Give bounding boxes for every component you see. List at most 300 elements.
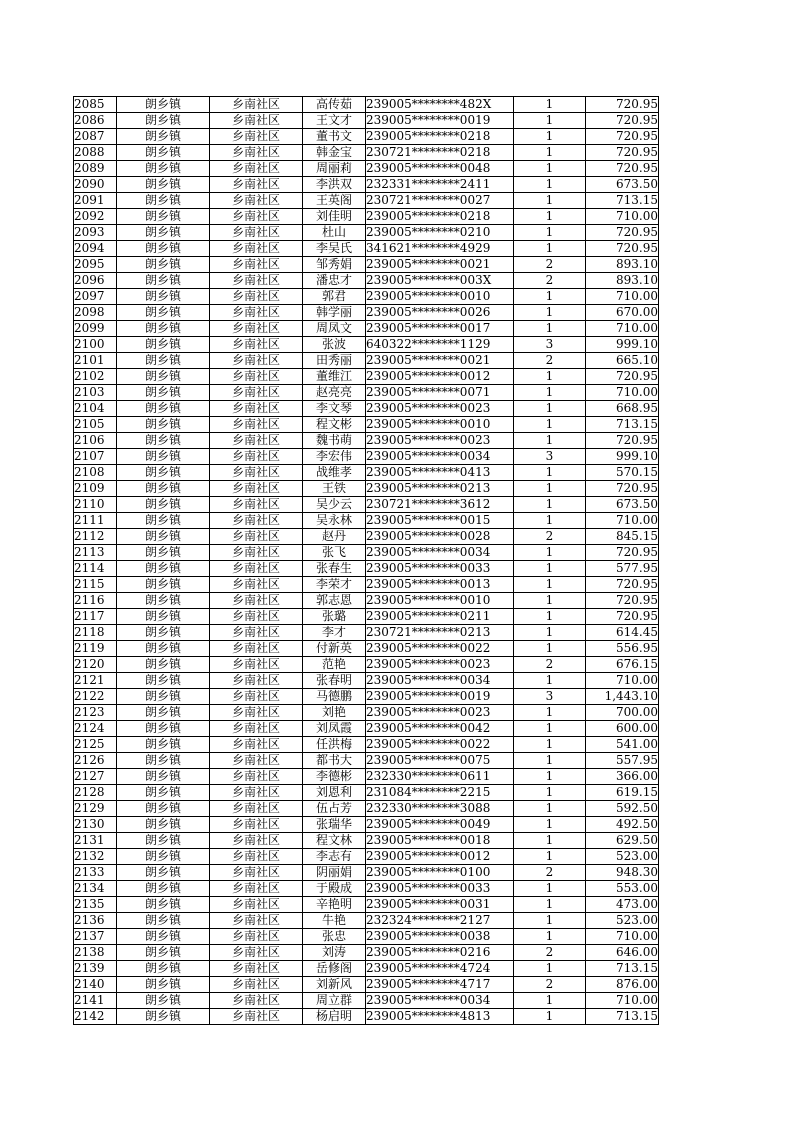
- community-cell: 乡南社区: [210, 753, 303, 769]
- town-cell: 朗乡镇: [117, 241, 210, 257]
- person-name-cell: 程文林: [303, 833, 366, 849]
- person-name-cell: 刘恩利: [303, 785, 366, 801]
- amount-cell: 713.15: [586, 417, 659, 433]
- row-number-cell: 2117: [74, 609, 117, 625]
- row-number-cell: 2126: [74, 753, 117, 769]
- household-count-cell: 2: [514, 353, 586, 369]
- community-cell: 乡南社区: [210, 721, 303, 737]
- person-name-cell: 李志有: [303, 849, 366, 865]
- community-cell: 乡南社区: [210, 737, 303, 753]
- row-number-cell: 2119: [74, 641, 117, 657]
- person-name-cell: 张璐: [303, 609, 366, 625]
- amount-cell: 619.15: [586, 785, 659, 801]
- person-name-cell: 任洪梅: [303, 737, 366, 753]
- table-row: [74, 273, 659, 289]
- town-cell: 朗乡镇: [117, 721, 210, 737]
- row-number-cell: 2102: [74, 369, 117, 385]
- person-name-cell: 都书大: [303, 753, 366, 769]
- id-number-cell: 239005********0211: [366, 609, 514, 625]
- household-count-cell: 1: [514, 209, 586, 225]
- amount-cell: 720.95: [586, 609, 659, 625]
- person-name-cell: 付新英: [303, 641, 366, 657]
- person-name-cell: 牛艳: [303, 913, 366, 929]
- person-name-cell: 程文彬: [303, 417, 366, 433]
- amount-cell: 713.15: [586, 961, 659, 977]
- household-count-cell: 1: [514, 545, 586, 561]
- amount-cell: 710.00: [586, 385, 659, 401]
- id-number-cell: 341621********4929: [366, 241, 514, 257]
- amount-cell: 720.95: [586, 545, 659, 561]
- town-cell: 朗乡镇: [117, 817, 210, 833]
- id-number-cell: 230721********0027: [366, 193, 514, 209]
- town-cell: 朗乡镇: [117, 353, 210, 369]
- amount-cell: 720.95: [586, 225, 659, 241]
- community-cell: 乡南社区: [210, 145, 303, 161]
- person-name-cell: 刘艳: [303, 705, 366, 721]
- community-cell: 乡南社区: [210, 689, 303, 705]
- id-number-cell: 239005********0033: [366, 561, 514, 577]
- row-number-cell: 2110: [74, 497, 117, 513]
- town-cell: 朗乡镇: [117, 465, 210, 481]
- household-count-cell: 2: [514, 945, 586, 961]
- row-number-cell: 2132: [74, 849, 117, 865]
- id-number-cell: 239005********0038: [366, 929, 514, 945]
- town-cell: 朗乡镇: [117, 929, 210, 945]
- town-cell: 朗乡镇: [117, 689, 210, 705]
- household-count-cell: 2: [514, 257, 586, 273]
- amount-cell: 876.00: [586, 977, 659, 993]
- row-number-cell: 2105: [74, 417, 117, 433]
- table-row: [74, 113, 659, 129]
- table-row: [74, 321, 659, 337]
- town-cell: 朗乡镇: [117, 961, 210, 977]
- household-count-cell: 1: [514, 833, 586, 849]
- id-number-cell: 239005********0034: [366, 993, 514, 1009]
- amount-cell: 720.95: [586, 369, 659, 385]
- household-count-cell: 1: [514, 241, 586, 257]
- amount-cell: 523.00: [586, 913, 659, 929]
- community-cell: 乡南社区: [210, 417, 303, 433]
- community-cell: 乡南社区: [210, 193, 303, 209]
- household-count-cell: 1: [514, 593, 586, 609]
- community-cell: 乡南社区: [210, 897, 303, 913]
- person-name-cell: 吴少云: [303, 497, 366, 513]
- amount-cell: 720.95: [586, 113, 659, 129]
- person-name-cell: 战维孝: [303, 465, 366, 481]
- town-cell: 朗乡镇: [117, 433, 210, 449]
- id-number-cell: 239005********0218: [366, 129, 514, 145]
- town-cell: 朗乡镇: [117, 145, 210, 161]
- table-row: [74, 289, 659, 305]
- id-number-cell: 232331********2411: [366, 177, 514, 193]
- community-cell: 乡南社区: [210, 529, 303, 545]
- table-row: [74, 129, 659, 145]
- table-row: [74, 897, 659, 913]
- row-number-cell: 2129: [74, 801, 117, 817]
- household-count-cell: 1: [514, 465, 586, 481]
- table-row: [74, 737, 659, 753]
- household-count-cell: 1: [514, 769, 586, 785]
- table-row: [74, 513, 659, 529]
- table-row: [74, 193, 659, 209]
- table-row: [74, 225, 659, 241]
- person-name-cell: 张瑞华: [303, 817, 366, 833]
- town-cell: 朗乡镇: [117, 609, 210, 625]
- amount-cell: 366.00: [586, 769, 659, 785]
- community-cell: 乡南社区: [210, 849, 303, 865]
- amount-cell: 556.95: [586, 641, 659, 657]
- table-row: [74, 561, 659, 577]
- amount-cell: 999.10: [586, 337, 659, 353]
- person-name-cell: 张忠: [303, 929, 366, 945]
- person-name-cell: 刘佳明: [303, 209, 366, 225]
- town-cell: 朗乡镇: [117, 641, 210, 657]
- community-cell: 乡南社区: [210, 305, 303, 321]
- id-number-cell: 239005********0048: [366, 161, 514, 177]
- person-name-cell: 马德鹏: [303, 689, 366, 705]
- community-cell: 乡南社区: [210, 945, 303, 961]
- id-number-cell: 239005********0021: [366, 353, 514, 369]
- table-row: [74, 913, 659, 929]
- table-row: [74, 641, 659, 657]
- row-number-cell: 2138: [74, 945, 117, 961]
- town-cell: 朗乡镇: [117, 801, 210, 817]
- table-row: [74, 401, 659, 417]
- row-number-cell: 2140: [74, 977, 117, 993]
- row-number-cell: 2115: [74, 577, 117, 593]
- table-row: [74, 801, 659, 817]
- amount-cell: 541.00: [586, 737, 659, 753]
- town-cell: 朗乡镇: [117, 161, 210, 177]
- household-count-cell: 1: [514, 849, 586, 865]
- town-cell: 朗乡镇: [117, 705, 210, 721]
- id-number-cell: 232330********0611: [366, 769, 514, 785]
- table-row: [74, 705, 659, 721]
- table-row: [74, 689, 659, 705]
- household-count-cell: 1: [514, 913, 586, 929]
- community-cell: 乡南社区: [210, 865, 303, 881]
- community-cell: 乡南社区: [210, 641, 303, 657]
- id-number-cell: 239005********0018: [366, 833, 514, 849]
- amount-cell: 668.95: [586, 401, 659, 417]
- town-cell: 朗乡镇: [117, 753, 210, 769]
- town-cell: 朗乡镇: [117, 945, 210, 961]
- community-cell: 乡南社区: [210, 401, 303, 417]
- household-count-cell: 1: [514, 481, 586, 497]
- id-number-cell: 239005********0013: [366, 577, 514, 593]
- household-count-cell: 1: [514, 705, 586, 721]
- table-row: [74, 161, 659, 177]
- id-number-cell: 239005********0010: [366, 593, 514, 609]
- amount-cell: 553.00: [586, 881, 659, 897]
- row-number-cell: 2127: [74, 769, 117, 785]
- person-name-cell: 周立群: [303, 993, 366, 1009]
- household-count-cell: 1: [514, 881, 586, 897]
- amount-cell: 720.95: [586, 97, 659, 113]
- town-cell: 朗乡镇: [117, 625, 210, 641]
- household-count-cell: 1: [514, 145, 586, 161]
- amount-cell: 720.95: [586, 577, 659, 593]
- person-name-cell: 董维江: [303, 369, 366, 385]
- id-number-cell: 239005********4724: [366, 961, 514, 977]
- person-name-cell: 杜山: [303, 225, 366, 241]
- community-cell: 乡南社区: [210, 625, 303, 641]
- table-row: [74, 337, 659, 353]
- household-count-cell: 1: [514, 609, 586, 625]
- row-number-cell: 2100: [74, 337, 117, 353]
- community-cell: 乡南社区: [210, 785, 303, 801]
- amount-cell: 720.95: [586, 145, 659, 161]
- community-cell: 乡南社区: [210, 97, 303, 113]
- household-count-cell: 1: [514, 801, 586, 817]
- person-name-cell: 田秀丽: [303, 353, 366, 369]
- town-cell: 朗乡镇: [117, 113, 210, 129]
- town-cell: 朗乡镇: [117, 209, 210, 225]
- table-row: [74, 753, 659, 769]
- row-number-cell: 2098: [74, 305, 117, 321]
- id-number-cell: 239005********0012: [366, 849, 514, 865]
- id-number-cell: 239005********0071: [366, 385, 514, 401]
- town-cell: 朗乡镇: [117, 673, 210, 689]
- row-number-cell: 2142: [74, 1009, 117, 1025]
- household-count-cell: 1: [514, 97, 586, 113]
- amount-cell: 473.00: [586, 897, 659, 913]
- town-cell: 朗乡镇: [117, 977, 210, 993]
- amount-cell: 577.95: [586, 561, 659, 577]
- table-row: [74, 433, 659, 449]
- row-number-cell: 2097: [74, 289, 117, 305]
- id-number-cell: 239005********0023: [366, 657, 514, 673]
- person-name-cell: 李德彬: [303, 769, 366, 785]
- household-count-cell: 1: [514, 321, 586, 337]
- amount-cell: 713.15: [586, 193, 659, 209]
- person-name-cell: 王英阁: [303, 193, 366, 209]
- id-number-cell: 239005********0010: [366, 417, 514, 433]
- row-number-cell: 2139: [74, 961, 117, 977]
- table-row: [74, 545, 659, 561]
- row-number-cell: 2134: [74, 881, 117, 897]
- row-number-cell: 2118: [74, 625, 117, 641]
- table-row: [74, 465, 659, 481]
- amount-cell: 710.00: [586, 289, 659, 305]
- person-name-cell: 张波: [303, 337, 366, 353]
- household-count-cell: 1: [514, 785, 586, 801]
- amount-cell: 592.50: [586, 801, 659, 817]
- person-name-cell: 伍占芳: [303, 801, 366, 817]
- table-row: [74, 353, 659, 369]
- town-cell: 朗乡镇: [117, 289, 210, 305]
- amount-cell: 720.95: [586, 593, 659, 609]
- community-cell: 乡南社区: [210, 977, 303, 993]
- amount-cell: 1,443.10: [586, 689, 659, 705]
- id-number-cell: 239005********0034: [366, 545, 514, 561]
- id-number-cell: 239005********0042: [366, 721, 514, 737]
- town-cell: 朗乡镇: [117, 417, 210, 433]
- amount-cell: 665.10: [586, 353, 659, 369]
- person-name-cell: 岳修阁: [303, 961, 366, 977]
- town-cell: 朗乡镇: [117, 545, 210, 561]
- household-count-cell: 1: [514, 753, 586, 769]
- amount-cell: 948.30: [586, 865, 659, 881]
- household-count-cell: 1: [514, 721, 586, 737]
- table-row: [74, 577, 659, 593]
- household-count-cell: 1: [514, 225, 586, 241]
- id-number-cell: 239005********0216: [366, 945, 514, 961]
- row-number-cell: 2121: [74, 673, 117, 689]
- id-number-cell: 239005********0023: [366, 433, 514, 449]
- id-number-cell: 239005********0033: [366, 881, 514, 897]
- household-count-cell: 1: [514, 289, 586, 305]
- town-cell: 朗乡镇: [117, 513, 210, 529]
- community-cell: 乡南社区: [210, 609, 303, 625]
- person-name-cell: 刘凤霞: [303, 721, 366, 737]
- row-number-cell: 2096: [74, 273, 117, 289]
- town-cell: 朗乡镇: [117, 577, 210, 593]
- household-count-cell: 2: [514, 273, 586, 289]
- id-number-cell: 239005********0413: [366, 465, 514, 481]
- table-row: [74, 593, 659, 609]
- row-number-cell: 2122: [74, 689, 117, 705]
- household-count-cell: 2: [514, 657, 586, 673]
- household-count-cell: 1: [514, 897, 586, 913]
- person-name-cell: 辛艳明: [303, 897, 366, 913]
- row-number-cell: 2116: [74, 593, 117, 609]
- town-cell: 朗乡镇: [117, 337, 210, 353]
- row-number-cell: 2135: [74, 897, 117, 913]
- household-count-cell: 1: [514, 433, 586, 449]
- person-name-cell: 高传茹: [303, 97, 366, 113]
- row-number-cell: 2104: [74, 401, 117, 417]
- row-number-cell: 2090: [74, 177, 117, 193]
- id-number-cell: 239005********0019: [366, 113, 514, 129]
- town-cell: 朗乡镇: [117, 865, 210, 881]
- community-cell: 乡南社区: [210, 177, 303, 193]
- row-number-cell: 2125: [74, 737, 117, 753]
- id-number-cell: 239005********0031: [366, 897, 514, 913]
- person-name-cell: 李才: [303, 625, 366, 641]
- person-name-cell: 李洪双: [303, 177, 366, 193]
- table-row: [74, 961, 659, 977]
- community-cell: 乡南社区: [210, 929, 303, 945]
- household-count-cell: 1: [514, 641, 586, 657]
- id-number-cell: 239005********0022: [366, 737, 514, 753]
- table-row: [74, 865, 659, 881]
- household-count-cell: 2: [514, 865, 586, 881]
- household-count-cell: 1: [514, 673, 586, 689]
- community-cell: 乡南社区: [210, 817, 303, 833]
- town-cell: 朗乡镇: [117, 177, 210, 193]
- row-number-cell: 2095: [74, 257, 117, 273]
- id-number-cell: 239005********003X: [366, 273, 514, 289]
- household-count-cell: 1: [514, 417, 586, 433]
- row-number-cell: 2114: [74, 561, 117, 577]
- table-row: [74, 145, 659, 161]
- id-number-cell: 239005********0075: [366, 753, 514, 769]
- amount-cell: 600.00: [586, 721, 659, 737]
- table-row: [74, 497, 659, 513]
- row-number-cell: 2103: [74, 385, 117, 401]
- amount-cell: 646.00: [586, 945, 659, 961]
- id-number-cell: 239005********482X: [366, 97, 514, 113]
- town-cell: 朗乡镇: [117, 913, 210, 929]
- row-number-cell: 2124: [74, 721, 117, 737]
- table-row: [74, 785, 659, 801]
- town-cell: 朗乡镇: [117, 401, 210, 417]
- person-name-cell: 张春生: [303, 561, 366, 577]
- row-number-cell: 2112: [74, 529, 117, 545]
- household-count-cell: 1: [514, 1009, 586, 1025]
- community-cell: 乡南社区: [210, 545, 303, 561]
- town-cell: 朗乡镇: [117, 321, 210, 337]
- row-number-cell: 2107: [74, 449, 117, 465]
- community-cell: 乡南社区: [210, 961, 303, 977]
- row-number-cell: 2136: [74, 913, 117, 929]
- community-cell: 乡南社区: [210, 449, 303, 465]
- household-count-cell: 1: [514, 385, 586, 401]
- amount-cell: 523.00: [586, 849, 659, 865]
- table-row: [74, 657, 659, 673]
- row-number-cell: 2113: [74, 545, 117, 561]
- town-cell: 朗乡镇: [117, 273, 210, 289]
- id-number-cell: 230721********3612: [366, 497, 514, 513]
- table-row: [74, 945, 659, 961]
- row-number-cell: 2089: [74, 161, 117, 177]
- person-name-cell: 李文琴: [303, 401, 366, 417]
- community-cell: 乡南社区: [210, 385, 303, 401]
- town-cell: 朗乡镇: [117, 97, 210, 113]
- community-cell: 乡南社区: [210, 129, 303, 145]
- household-count-cell: 1: [514, 961, 586, 977]
- town-cell: 朗乡镇: [117, 657, 210, 673]
- id-number-cell: 239005********0023: [366, 401, 514, 417]
- town-cell: 朗乡镇: [117, 833, 210, 849]
- person-name-cell: 李吴氏: [303, 241, 366, 257]
- table-row: [74, 929, 659, 945]
- town-cell: 朗乡镇: [117, 369, 210, 385]
- table-row: [74, 417, 659, 433]
- town-cell: 朗乡镇: [117, 529, 210, 545]
- town-cell: 朗乡镇: [117, 881, 210, 897]
- town-cell: 朗乡镇: [117, 993, 210, 1009]
- town-cell: 朗乡镇: [117, 849, 210, 865]
- town-cell: 朗乡镇: [117, 897, 210, 913]
- town-cell: 朗乡镇: [117, 385, 210, 401]
- amount-cell: 570.15: [586, 465, 659, 481]
- id-number-cell: 239005********0100: [366, 865, 514, 881]
- town-cell: 朗乡镇: [117, 769, 210, 785]
- id-number-cell: 231084********2215: [366, 785, 514, 801]
- table-row: [74, 1009, 659, 1025]
- person-name-cell: 李宏伟: [303, 449, 366, 465]
- amount-cell: 720.95: [586, 161, 659, 177]
- row-number-cell: 2093: [74, 225, 117, 241]
- person-name-cell: 郭君: [303, 289, 366, 305]
- id-number-cell: 230721********0218: [366, 145, 514, 161]
- community-cell: 乡南社区: [210, 257, 303, 273]
- row-number-cell: 2094: [74, 241, 117, 257]
- id-number-cell: 239005********4813: [366, 1009, 514, 1025]
- table-row: [74, 449, 659, 465]
- row-number-cell: 2141: [74, 993, 117, 1009]
- household-count-cell: 1: [514, 817, 586, 833]
- household-count-cell: 1: [514, 177, 586, 193]
- table-row: [74, 833, 659, 849]
- town-cell: 朗乡镇: [117, 1009, 210, 1025]
- person-name-cell: 张飞: [303, 545, 366, 561]
- amount-cell: 710.00: [586, 993, 659, 1009]
- row-number-cell: 2091: [74, 193, 117, 209]
- row-number-cell: 2087: [74, 129, 117, 145]
